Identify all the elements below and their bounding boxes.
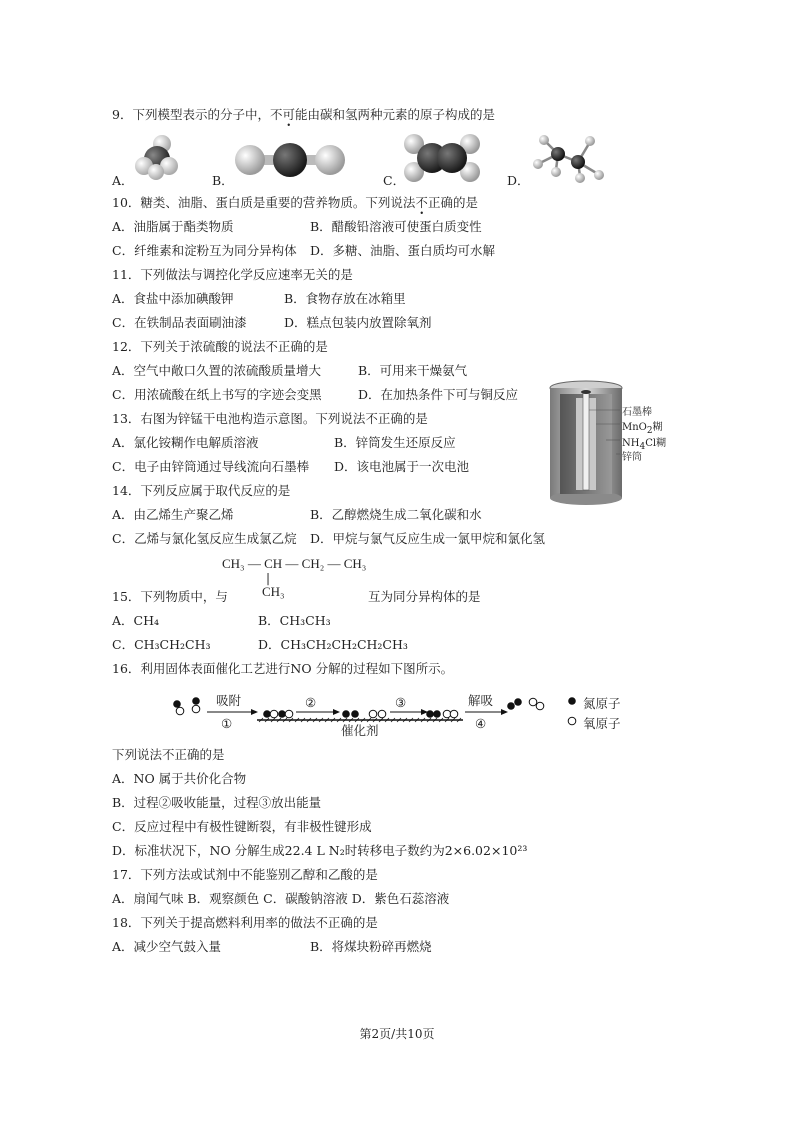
q11-option-b: B．食物存放在冰箱里: [284, 291, 406, 306]
q16-option-c: C．反应过程中有极性键断裂，有非极性键形成: [112, 819, 372, 834]
q10-option-d: D．多糖、油脂、蛋白质均可水解: [310, 243, 496, 258]
q10-stem-emphasis: 不: [415, 195, 428, 210]
q9-molecule-c-image: [404, 132, 480, 184]
q16-stem: 16．利用固体表面催化工艺进行NO 分解的过程如下图所示。: [112, 661, 454, 676]
catalyst-label: 催化剂: [341, 723, 379, 738]
q10-option-c: C．纤维素和淀粉互为同分异构体: [112, 243, 297, 258]
q14-stem: 14．下列反应属于取代反应的是: [112, 483, 291, 498]
q16-option-d: D．标准状况下，NO 分解生成22.4 L N₂时转移电子数约为2×6.02×10²³: [112, 843, 528, 858]
q15-option-d: D．CH₃CH₂CH₂CH₂CH₃: [258, 637, 408, 652]
q15-structure-main: CH₃ — CH — CH₂ — CH₃: [222, 556, 367, 571]
q9-option-a-label: A．: [112, 173, 134, 188]
q12-option-c: C．用浓硫酸在纸上书写的字迹会变黑: [112, 387, 322, 402]
q11-stem: 11．下列做法与调控化学反应速率无关的是: [112, 267, 353, 282]
q18-option-b: B．将煤块粉碎再燃烧: [310, 939, 432, 954]
oxygen-atom-marker: [568, 717, 576, 725]
q10-option-b: B．醋酸铅溶液可使蛋白质变性: [310, 219, 482, 234]
q12-stem: 12．下列关于浓硫酸的说法不正确的是: [112, 339, 328, 354]
q17-stem: 17．下列方法或试剂中不能鉴别乙醇和乙酸的是: [112, 867, 378, 882]
q15-stem-post: 互为同分异构体的是: [368, 589, 481, 604]
q13-option-d: D．该电池属于一次电池: [334, 459, 470, 474]
step2-label: ②: [305, 695, 317, 710]
legend-oxygen-label: 氧原子: [583, 716, 621, 731]
q11-option-a: A．食盐中添加碘酸钾: [112, 291, 234, 306]
q15-structure-branch: CH₃: [262, 584, 285, 599]
q12-option-d: D．在加热条件下可与铜反应: [358, 387, 519, 402]
q9-molecule-d-image: [528, 132, 608, 184]
step1-label-top: 吸附: [216, 693, 242, 708]
q10-stem-pre: 10．糖类、油脂、蛋白质是重要的营养物质。下列说法: [112, 195, 416, 210]
q16-option-b: B．过程②吸收能量，过程③放出能量: [112, 795, 322, 810]
battery-label-mno2: MnO$_2$糊: [622, 422, 663, 436]
q15-structure-bond: |: [266, 571, 271, 585]
q12-option-a: A．空气中敞口久置的浓硫酸质量增大: [112, 363, 322, 378]
q9-option-b-label: B．: [212, 173, 234, 188]
q9-stem-post: 由碳和氢两种元素的原子构成的是: [307, 107, 495, 122]
step3-label: ③: [395, 695, 407, 710]
q16-option-a: A．NO 属于共价化合物: [112, 771, 247, 786]
step4-label-top: 解吸: [468, 693, 494, 708]
q14-option-b: B．乙醇燃烧生成二氧化碳和水: [310, 507, 482, 522]
q10-stem: [112, 195, 478, 211]
q18-option-a: A．减少空气鼓入量: [112, 939, 222, 954]
q10-stem-post: 正确的是: [427, 195, 478, 210]
step1-label-bottom: ①: [221, 716, 233, 731]
battery-label-nh4cl: $NH_4Cl$糊: [622, 438, 667, 452]
battery-label-graphite: 石墨棒: [622, 407, 652, 418]
q16-lead: 下列说法不正确的是: [112, 747, 225, 762]
q15-option-a: A．CH₄: [112, 613, 160, 628]
nitrogen-atom-marker: [568, 697, 576, 705]
q15-option-c: C．CH₃CH₂CH₃: [112, 637, 211, 652]
q18-stem: 18．下列关于提高燃料利用率的做法不正确的是: [112, 915, 378, 930]
q14-option-a: A．由乙烯生产聚乙烯: [112, 507, 234, 522]
q9-stem-emphasis: 不可能: [269, 107, 308, 122]
q12-option-b: B．可用来干燥氨气: [358, 363, 468, 378]
q11-option-c: C．在铁制品表面刷油漆: [112, 315, 247, 330]
atom-legend-markers: [566, 694, 580, 728]
step4-label-bottom: ④: [475, 716, 487, 731]
q15-option-b: B．CH₃CH₃: [258, 613, 331, 628]
q9-option-c-label: C．: [383, 173, 406, 188]
q15-stem-pre: 15．下列物质中，与: [112, 589, 228, 604]
battery-label-zinc: 锌筒: [622, 452, 642, 463]
q14-option-d: D．甲烷与氯气反应生成一氯甲烷和氯化氢: [310, 531, 546, 546]
q9-stem-pre: 9．下列模型表示的分子中，: [112, 107, 270, 122]
legend-nitrogen-label: 氮原子: [583, 696, 621, 711]
q9-option-d-label: D．: [507, 173, 530, 188]
q17-options: A．扇闻气味 B．观察颜色 C．碳酸钠溶液 D．紫色石蕊溶液: [112, 891, 450, 906]
q10-option-a: A．油脂属于酯类物质: [112, 219, 234, 234]
q14-option-c: C．乙烯与氯化氢反应生成氯乙烷: [112, 531, 297, 546]
q9-stem: [112, 107, 495, 123]
q9-molecule-a-image: [132, 134, 182, 182]
q13-option-c: C．电子由锌筒通过导线流向石墨棒: [112, 459, 310, 474]
q13-option-b: B．锌筒发生还原反应: [334, 435, 456, 450]
page-footer: 第2页/共10页: [359, 1027, 435, 1041]
q11-option-d: D．糕点包装内放置除氧剂: [284, 315, 432, 330]
q9-molecule-b-image: [234, 140, 346, 180]
q13-stem: 13．右图为锌锰干电池构造示意图。下列说法不正确的是: [112, 411, 428, 426]
q13-option-a: A．氯化铵糊作电解质溶液: [112, 435, 259, 450]
